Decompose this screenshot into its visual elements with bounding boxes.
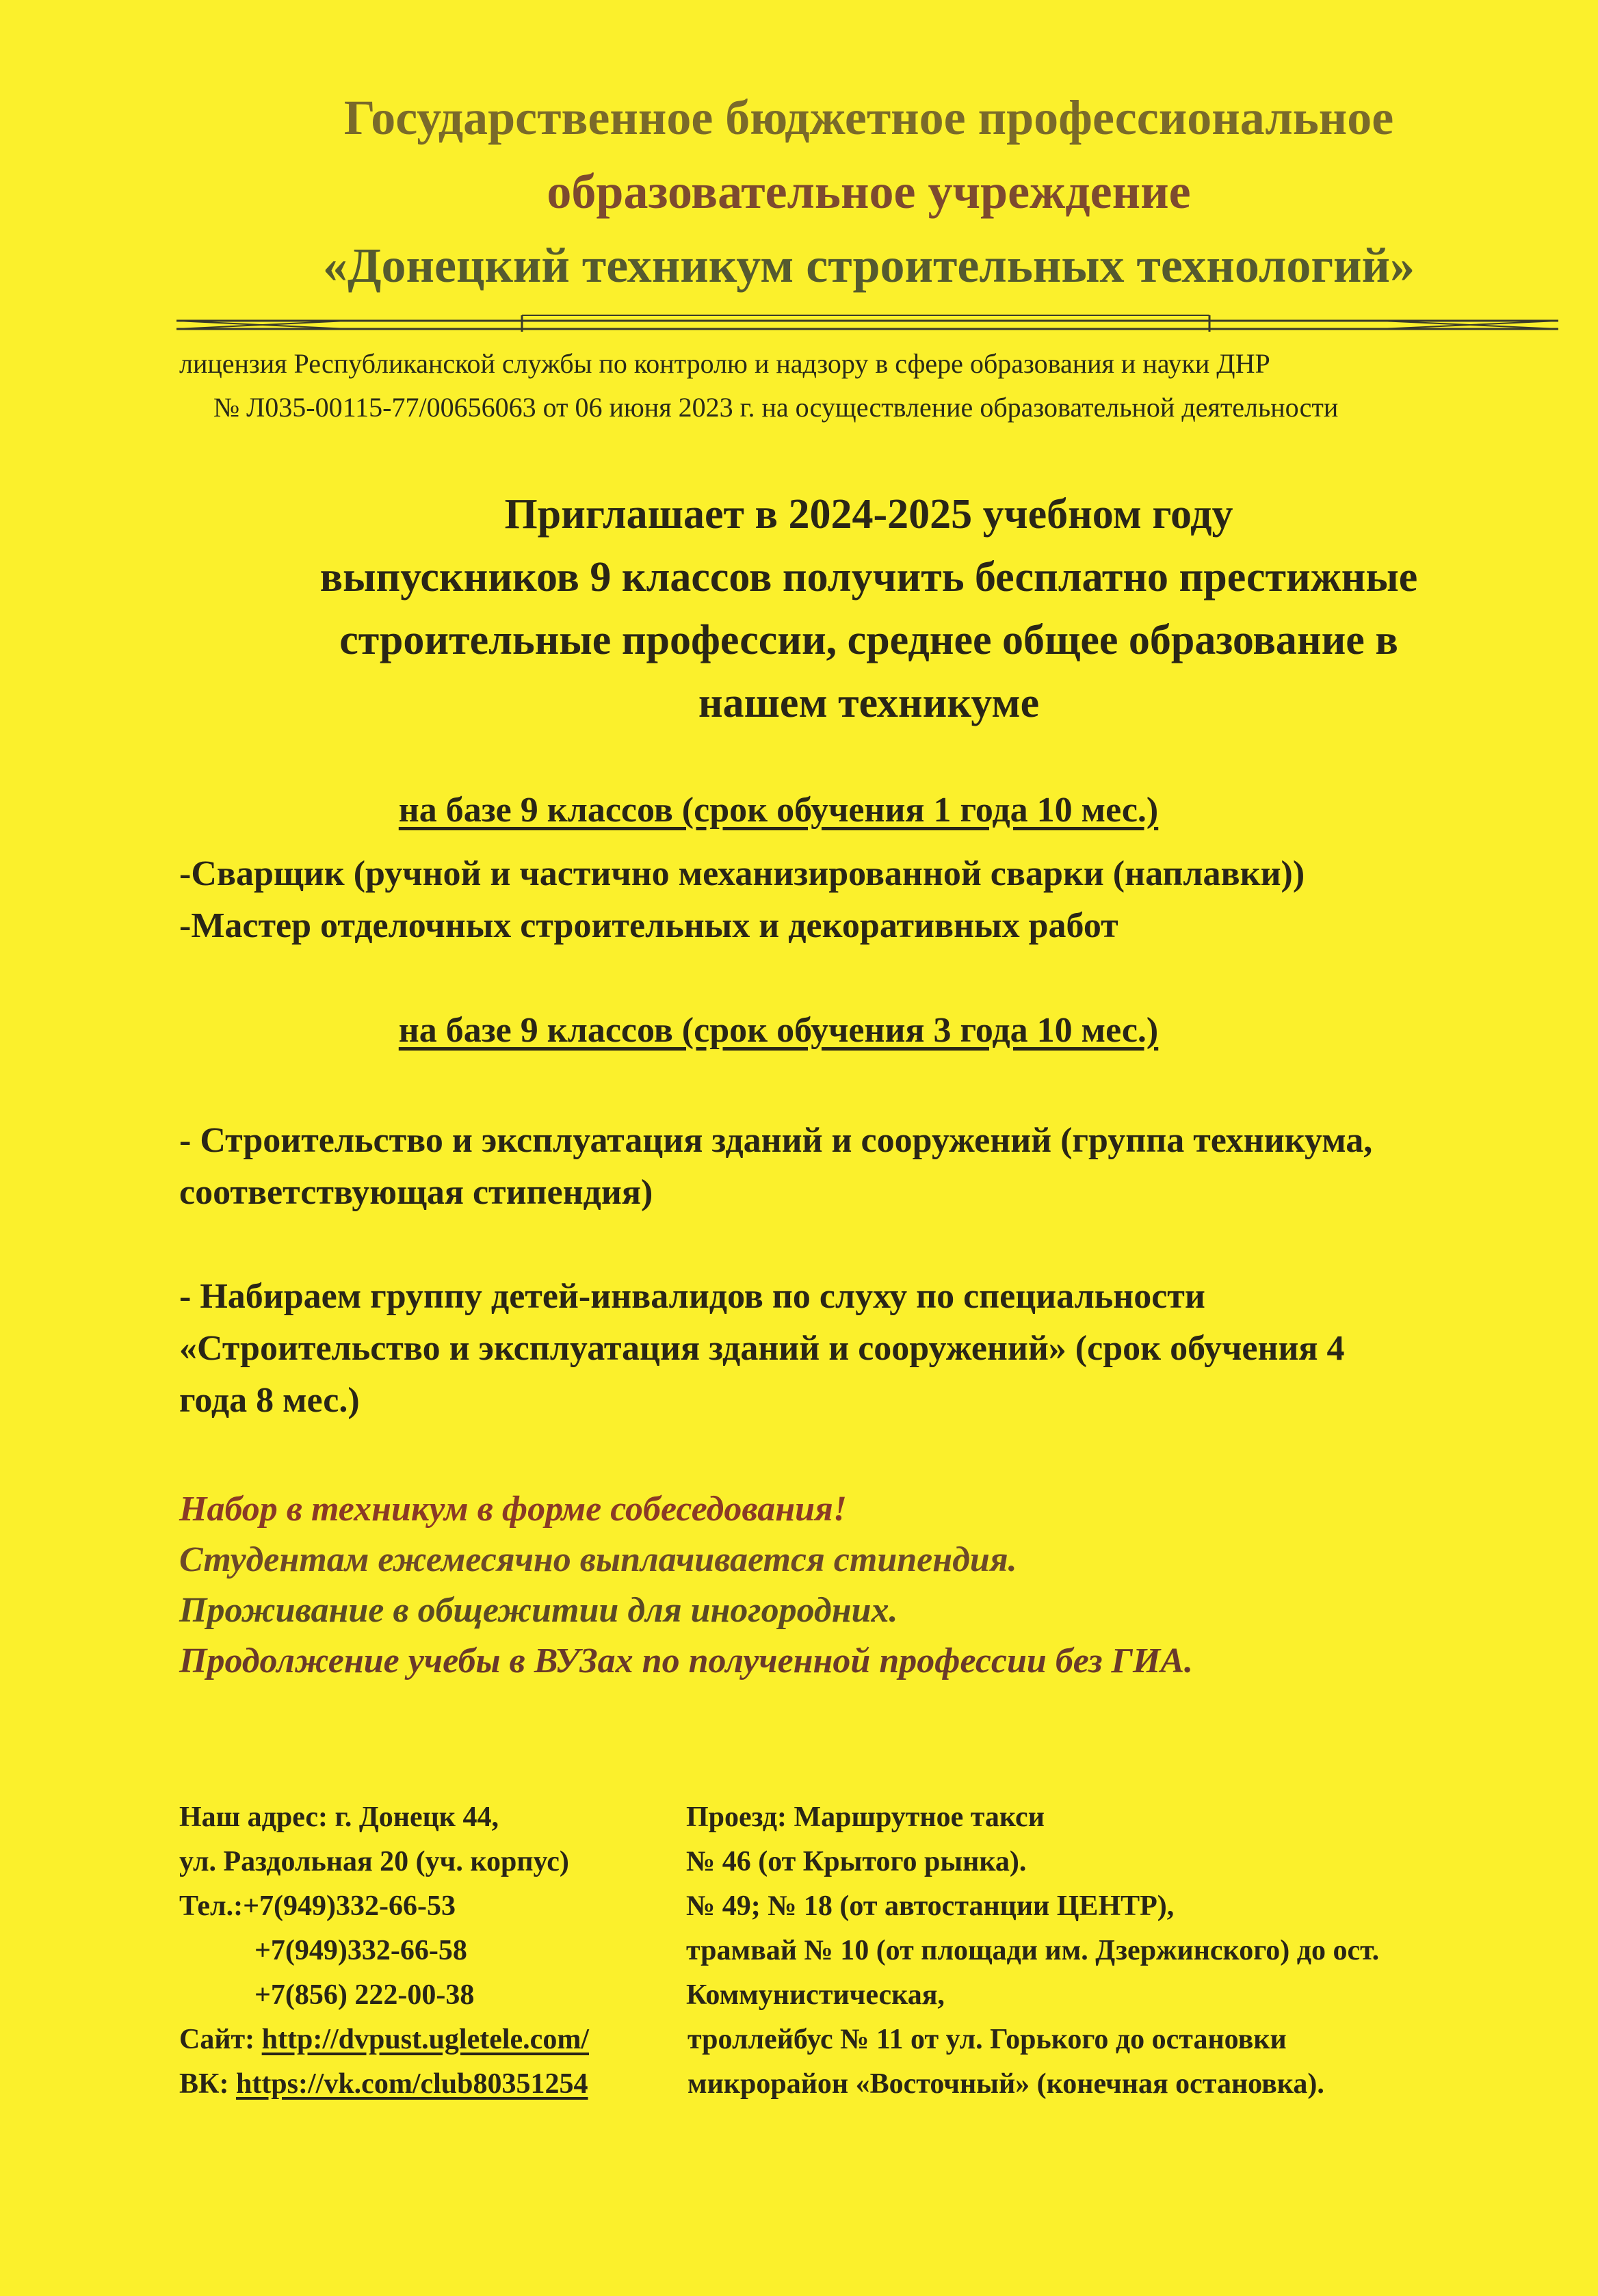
vk-link[interactable]: https://vk.com/club80351254 <box>235 2068 588 2100</box>
address-line-2: ул. Раздольная 20 (уч. корпус) <box>179 1846 569 1877</box>
license-line-2: № Л035-00115-77/00656063 от 06 июня 2023 г. на осуществление образовательной деятельности <box>213 392 1339 423</box>
list-item: -Мастер отделочных строительных и декоративных работ <box>179 906 1118 945</box>
list-item-line: соответствующая стипендия) <box>179 1173 653 1212</box>
title-line-2: образовательное учреждение <box>547 164 1191 219</box>
vk-line <box>179 2062 699 2107</box>
license-info <box>179 342 1547 430</box>
phone-number[interactable]: +7(949)332-66-58 <box>254 1935 467 1966</box>
invite-line-3: строительные профессии, среднее общее образование в <box>339 617 1398 663</box>
license-line-1: лицензия Республиканской службы по контролю и надзору в сфере образования и науки ДНР <box>179 348 1270 379</box>
list-item-line: - Набираем группу детей-инвалидов по слуху по специальности <box>179 1277 1205 1316</box>
phone-label: Тел.: <box>179 1890 244 1922</box>
site-line <box>179 2018 699 2062</box>
section-2-heading: на базе 9 классов (срок обучения 3 года 10 мес.) <box>398 1011 1159 1050</box>
transport-line: Проезд: Маршрутное такси <box>686 1802 1045 1833</box>
address-line-1: Наш адрес: г. Донецк 44, <box>179 1802 499 1833</box>
section-1-list <box>179 848 1582 952</box>
vk-label: ВК: <box>179 2068 236 2100</box>
transport-line: трамвай № 10 (от площади им. Дзержинского) до ост. <box>686 1935 1380 1966</box>
transport-line: № 49; № 18 (от автостанции ЦЕНТР), <box>686 1890 1175 1922</box>
benefit-item: Студентам ежемесячно выплачивается стипендия. <box>179 1540 1017 1579</box>
benefit-item: Набор в техникум в форме собеседования! <box>179 1490 848 1529</box>
list-item-line: года 8 мес.) <box>179 1381 360 1420</box>
transport-line: № 46 (от Крытого рынка). <box>686 1846 1027 1877</box>
benefits-list <box>179 1484 1547 1687</box>
contacts-block <box>179 1795 699 2107</box>
list-item: -Сварщик (ручной и частично механизированной сварки (наплавки)) <box>179 854 1305 893</box>
title-line-1: Государственное бюджетное профессиональное <box>343 90 1394 145</box>
list-item-line: «Строительство и эксплуатация зданий и сооружений» (срок обучения 4 <box>179 1329 1345 1368</box>
phone-number[interactable]: +7(856) 222-00-38 <box>254 1979 475 2011</box>
title-line-3: «Донецкий техникум строительных технологий» <box>322 238 1415 293</box>
decorative-divider <box>176 311 1558 339</box>
institution-title <box>137 81 1598 302</box>
section-1-heading: на базе 9 классов (срок обучения 1 года 10 мес.) <box>398 791 1159 830</box>
list-item-line: - Строительство и эксплуатация зданий и сооружений (группа техникума, <box>179 1121 1373 1160</box>
transport-line: троллейбус № 11 от ул. Горького до остановки <box>687 2024 1287 2055</box>
invite-line-1: Приглашает в 2024-2025 учебном году <box>504 491 1233 538</box>
benefit-item: Продолжение учебы в ВУЗах по полученной профессии без ГИА. <box>179 1641 1194 1680</box>
phone-line-1 <box>179 1884 699 1929</box>
invitation-block <box>137 483 1598 735</box>
transport-block <box>686 1795 1589 2107</box>
section-2-item-2 <box>179 1271 1582 1427</box>
benefit-item: Проживание в общежитии для иногородних. <box>179 1591 898 1630</box>
phone-number[interactable]: +7(949)332-66-53 <box>243 1890 456 1922</box>
section-2-item-1 <box>179 1115 1582 1219</box>
transport-line: микрорайон «Восточный» (конечная остановка). <box>687 2068 1324 2100</box>
invite-line-2: выпускников 9 классов получить бесплатно престижные <box>319 554 1418 601</box>
transport-line: Коммунистическая, <box>686 1979 945 2011</box>
invite-line-4: нашем техникуме <box>698 680 1040 726</box>
site-link[interactable]: http://dvpust.ugletele.com/ <box>261 2024 589 2055</box>
site-label: Сайт: <box>179 2024 262 2055</box>
